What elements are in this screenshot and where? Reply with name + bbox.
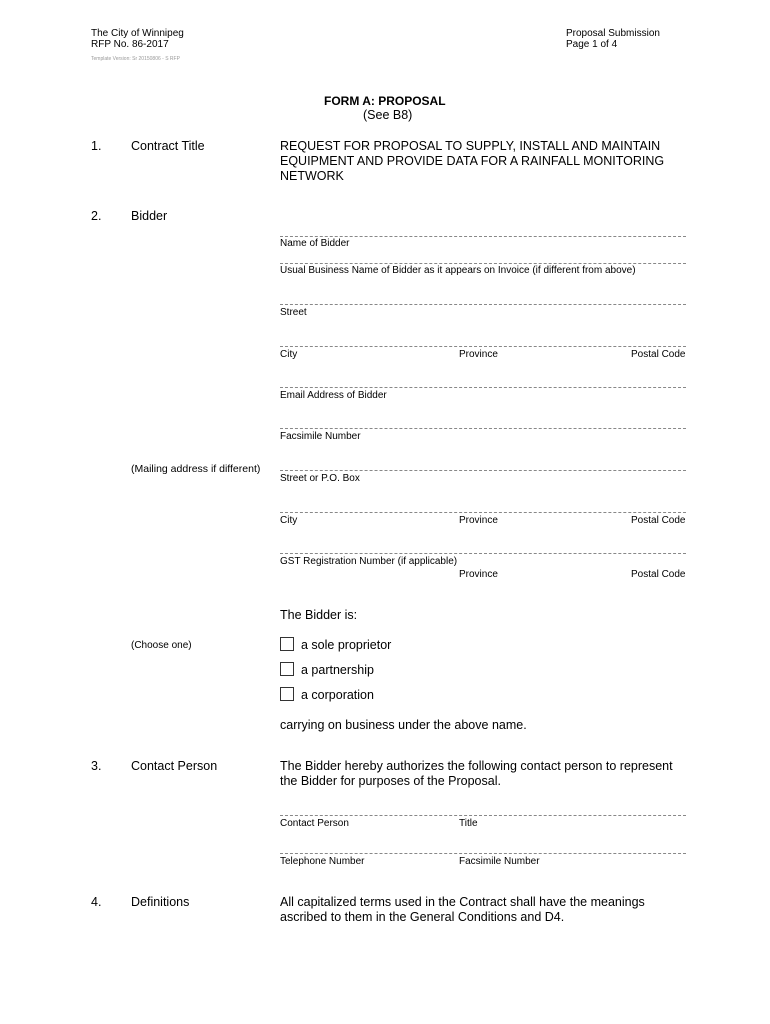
mailing-postal-code-label: Postal Code (631, 515, 686, 526)
usual-business-name-line[interactable] (280, 263, 686, 264)
contract-title-line-3: NETWORK (280, 169, 344, 183)
contact-person-line[interactable] (280, 815, 686, 816)
street-label: Street (280, 307, 307, 318)
header-template-version: Template Version: Sr 20150806 - S RFP (91, 56, 180, 62)
gst-line[interactable] (280, 553, 686, 554)
facsimile-line[interactable] (280, 428, 686, 429)
gst-postal-code-label: Postal Code (631, 569, 686, 580)
section-1-number: 1. (91, 139, 102, 153)
contact-authorization-line-2: the Bidder for purposes of the Proposal. (280, 774, 501, 788)
mailing-province-label: Province (459, 515, 498, 526)
section-4-number: 4. (91, 895, 102, 909)
form-title: FORM A: PROPOSAL (324, 94, 446, 108)
header-rfp-number: RFP No. 86-2017 (91, 39, 169, 50)
email-label: Email Address of Bidder (280, 390, 387, 401)
partnership-label: a partnership (301, 663, 374, 677)
section-3-label: Contact Person (131, 759, 218, 773)
gst-label: GST Registration Number (if applicable) (280, 556, 458, 567)
street-line[interactable] (280, 304, 686, 305)
name-of-bidder-label: Name of Bidder (280, 238, 350, 249)
contact-person-label: Contact Person (280, 818, 349, 829)
postal-code-label: Postal Code (631, 349, 686, 360)
telephone-facsimile-line[interactable] (280, 853, 686, 854)
definitions-line-2: ascribed to them in the General Conditions and D4. (280, 910, 565, 924)
telephone-number-label: Telephone Number (280, 856, 365, 867)
province-label: Province (459, 349, 498, 360)
sole-proprietor-checkbox[interactable] (280, 637, 294, 651)
bidder-is-label: The Bidder is: (280, 608, 358, 622)
choose-one-label: (Choose one) (131, 640, 192, 651)
mailing-city-province-postal-line[interactable] (280, 512, 686, 513)
form-subtitle: (See B8) (363, 108, 413, 122)
header-city: The City of Winnipeg (91, 28, 184, 39)
corporation-checkbox[interactable] (280, 687, 294, 701)
name-of-bidder-line[interactable] (280, 236, 686, 237)
mailing-address-label: (Mailing address if different) (131, 463, 261, 475)
sole-proprietor-label: a sole proprietor (301, 638, 392, 652)
contact-authorization-line-1: The Bidder hereby authorizes the following contact person to represent (280, 759, 673, 773)
contract-title-line-2: EQUIPMENT AND PROVIDE DATA FOR A RAINFALL MONITORING (280, 154, 665, 168)
header-page-number: Page 1 of 4 (566, 39, 618, 50)
definitions-line-1: All capitalized terms used in the Contract shall have the meanings (280, 895, 645, 909)
section-2-number: 2. (91, 209, 102, 223)
section-2-label: Bidder (131, 209, 168, 223)
header-proposal-submission: Proposal Submission (566, 28, 660, 39)
street-po-box-label: Street or P.O. Box (280, 473, 360, 484)
contact-facsimile-label: Facsimile Number (459, 856, 540, 867)
gst-province-label: Province (459, 569, 498, 580)
section-1-label: Contract Title (131, 139, 205, 153)
email-line[interactable] (280, 387, 686, 388)
usual-business-name-label: Usual Business Name of Bidder as it appears on Invoice (if different from above) (280, 265, 636, 276)
mailing-city-label: City (280, 515, 298, 526)
facsimile-label: Facsimile Number (280, 431, 361, 442)
section-4-label: Definitions (131, 895, 190, 909)
contract-title-line-1: REQUEST FOR PROPOSAL TO SUPPLY, INSTALL AND MAINTAIN (280, 139, 661, 153)
contact-title-label: Title (459, 818, 478, 829)
street-po-box-line[interactable] (280, 470, 686, 471)
carrying-on-business-text: carrying on business under the above name. (280, 718, 527, 732)
corporation-label: a corporation (301, 688, 374, 702)
city-province-postal-line[interactable] (280, 346, 686, 347)
partnership-checkbox[interactable] (280, 662, 294, 676)
city-label: City (280, 349, 298, 360)
section-3-number: 3. (91, 759, 102, 773)
